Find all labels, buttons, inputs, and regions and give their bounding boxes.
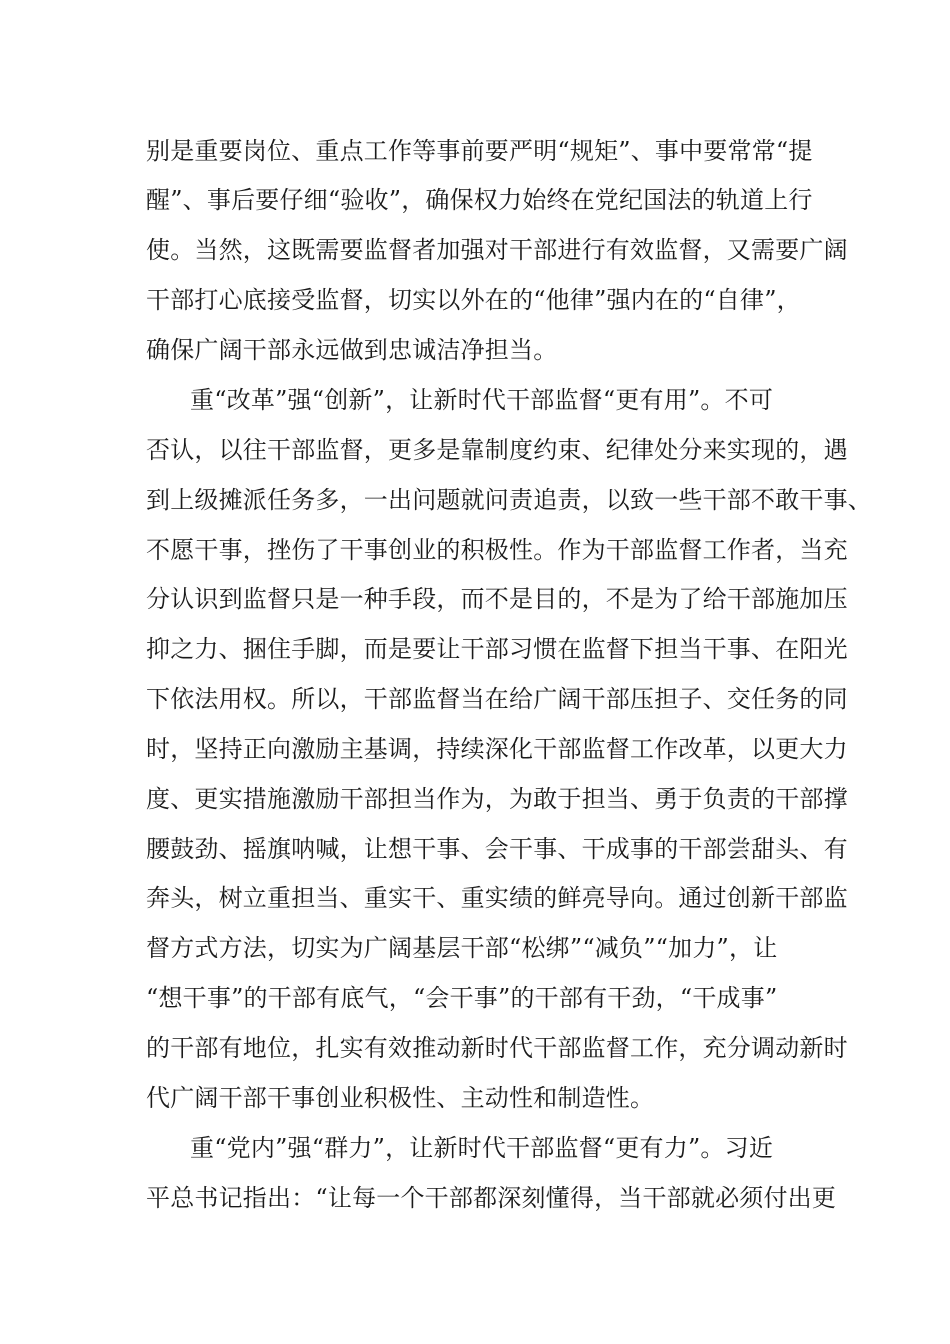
- text-line-9: 不愿干事，挫伤了干事创业的积极性。作为干部监督工作者，当充: [146, 536, 848, 564]
- text-line-14: 度、更实措施激励干部担当作为，为敢于担当、勇于负责的干部撑: [146, 785, 848, 813]
- text-line-15: 腰鼓劲、摇旗呐喊，让想干事、会干事、干成事的干部尝甜头、有: [146, 835, 848, 863]
- text-line-7: 否认，以往干部监督，更多是靠制度约束、纪律处分来实现的，遇: [146, 436, 848, 464]
- text-line-22: 平总书记指出：“让每一个干部都深刻懂得，当干部就必须付出更: [146, 1184, 837, 1212]
- text-line-20: 代广阔干部干事创业积极性、主动性和制造性。: [146, 1084, 655, 1112]
- text-line-11: 抑之力、捆住手脚，而是要让干部习惯在监督下担当干事、在阳光: [146, 635, 848, 663]
- text-line-2: 醒”、事后要仔细“验收”，确保权力始终在党纪国法的轨道上行: [146, 186, 813, 214]
- text-line-16: 奔头，树立重担当、重实干、重实绩的鲜亮导向。通过创新干部监: [146, 884, 848, 912]
- text-line-5: 确保广阔干部永远做到忠诚洁净担当。: [146, 336, 558, 364]
- text-line-3: 使。当然，这既需要监督者加强对干部进行有效监督，又需要广阔: [146, 236, 848, 264]
- text-line-4: 干部打心底接受监督，切实以外在的“他律”强内在的“自律”，: [146, 286, 801, 314]
- text-line-18: “想干事”的干部有底气，“会干事”的干部有干劲，“干成事”: [146, 984, 778, 1012]
- text-line-19: 的干部有地位，扎实有效推动新时代干部监督工作，充分调动新时: [146, 1034, 848, 1062]
- text-line-17: 督方式方法，切实为广阔基层干部“松绑”“减负”“加力”，让: [146, 934, 778, 962]
- text-line-13: 时，坚持正向激励主基调，持续深化干部监督工作改革，以更大力: [146, 735, 848, 763]
- text-line-12: 下依法用权。所以，干部监督当在给广阔干部压担子、交任务的同: [146, 685, 848, 713]
- text-line-10: 分认识到监督只是一种手段，而不是目的，不是为了给干部施加压: [146, 585, 848, 613]
- paragraph-start-party: 重“党内”强“群力”，让新时代干部监督“更有力”。习近: [190, 1134, 774, 1162]
- text-line-8: 到上级摊派任务多，一出问题就问责追责，以致一些干部不敢干事、: [146, 486, 872, 514]
- paragraph-start-reform: 重“改革”强“创新”，让新时代干部监督“更有用”。不可: [190, 386, 774, 414]
- text-line-1: 别是重要岗位、重点工作等事前要严明“规矩”、事中要常常“提: [146, 137, 813, 165]
